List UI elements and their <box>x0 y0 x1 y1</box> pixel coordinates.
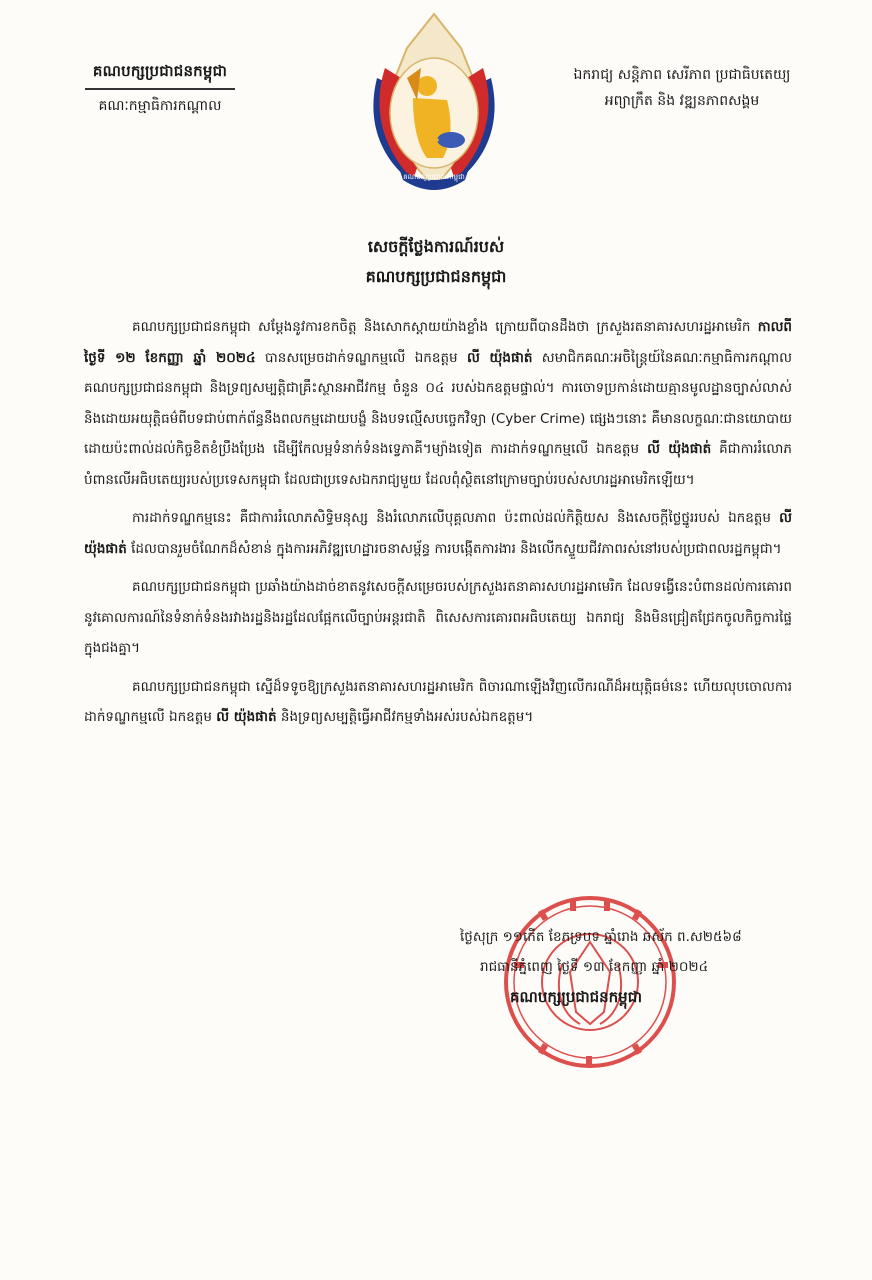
title-line2: គណបក្សប្រជាជនកម្ពុជា <box>365 267 507 286</box>
header-right <box>532 62 832 114</box>
place-and-date: រាជធានីភ្នំពេញ ថ្ងៃទី ១៣ ខែកញ្ញា ឆ្នាំ ២០២៤ <box>480 959 709 975</box>
title-line1: សេចក្តីថ្លែងការណ៍របស់ <box>367 237 505 256</box>
p1-name-1: លី យ៉ុងផាត់ <box>466 349 533 366</box>
paragraph-4 <box>84 672 792 733</box>
p1-text-g: គឺជាការរំលោភបំពានលើអធិបតេយ្យរបស់ប្រទេសកម្ពុជា ដែលជាប្រទេសឯករាជ្យមួយ ដែលពុំស្ថិតនៅក្រោមច្បាប់របស់សហរដ្ឋអាមេរិកឡើយ។ <box>84 441 792 488</box>
p4-text-c: និងទ្រព្យសម្បត្តិធ្វើអាជីវកម្មទាំងអស់របស់ឯកឧត្តម។ <box>276 709 534 725</box>
paragraph-1 <box>84 312 792 495</box>
p1-date: កាលពីថ្ងៃទី ១២ ខែកញ្ញា ឆ្នាំ ២០២៤ <box>84 319 792 366</box>
p4-text-a: គណបក្សប្រជាជនកម្ពុជា ស្នើដ៏ទទូចឱ្យក្រសួងរតនាគារសហរដ្ឋអាមេរិក ពិចារណាឡើងវិញលើករណីដ៏អយុត្តិធម៌នេះ ហើយលុបចោលការដាក់ទណ្ឌកម្មលើ ឯកឧត្តម <box>84 678 792 725</box>
statement-body <box>84 312 792 741</box>
national-motto-line1: ឯករាជ្យ សន្តិភាព សេរីភាព ប្រជាធិបតេយ្យ <box>573 67 791 83</box>
lunar-date: ថ្ងៃសុក្រ ១១កើត ខែភទ្របទ ឆ្នាំរោង ឆស័ក ព.ស២៥៦៨ <box>460 929 742 945</box>
national-motto-line2: អព្យាក្រឹត និង វឌ្ឍនភាពសង្គម <box>604 93 760 109</box>
signatory-org: គណបក្សប្រជាជនកម្ពុជា <box>510 988 642 1006</box>
p2-name: លី យ៉ុងផាត់ <box>84 510 792 557</box>
party-name-header: គណបក្សប្រជាជនកម្ពុជា <box>92 62 228 80</box>
p4-name: លី យ៉ុងផាត់ <box>216 709 277 725</box>
p2-text-c: ដែលបានរួមចំណែកដ៏សំខាន់ ក្នុងការអភិវឌ្ឍហេដ្ឋារចនាសម្ព័ន្ធ ការបង្កើតការងារ និងលើកស្ទួយជីវភាពរស់នៅរបស់ប្រជាពលរដ្ឋកម្ពុជា។ <box>126 540 782 557</box>
p1-text-e: សមាជិកគណៈអចិន្ត្រៃយ៍នៃគណៈកម្មាធិការកណ្តាលគណបក្សប្រជាជនកម្ពុជា និងទ្រព្យសម្បត្តិជាគ្រឹះស្ថានអាជីវកម្ម ចំនួន ០៤ របស់ឯកឧត្តមផ្ទាល់។ ការចោទប្រកាន់ដោយគ្មានមូលដ្ឋានច្បាស់លាស់ និងដោយអយុត្តិធម៌ពីបទជាប់ពាក់ព័ន្ធនឹងពលកម្មដោយបង្ខំ និងបទល្មើសបច្ចេកវិទ្យា (Cyber Crime) ផ្សេងៗនោះ គឺមានលក្ខណៈជានយោបាយ ដោយប៉ះពាល់ដល់កិច្ចខិតខំប្រឹងប្រែង ដើម្បីកែលម្អទំនាក់ទំនងទ្វេភាគី។ម្យ៉ាងទៀត ការដាក់ទណ្ឌកម្មលើ ឯកឧត្តម <box>84 349 793 457</box>
central-committee-label: គណៈកម្មាធិការកណ្តាល <box>98 98 222 114</box>
logo-ribbon-text: គណបក្សប្រជាជនកម្ពុជា <box>403 173 465 181</box>
p1-text-c: បានសម្រេចដាក់ទណ្ឌកម្មលើ ឯកឧត្តម <box>255 349 467 366</box>
header-divider <box>85 88 235 90</box>
header-left <box>40 62 280 117</box>
statement-title <box>0 232 872 292</box>
party-logo-icon <box>347 8 521 198</box>
p1-text-a: គណបក្សប្រជាជនកម្ពុជា សម្តែងនូវការខកចិត្ត និងសោកស្តាយយ៉ាងខ្លាំង ក្រោយពីបានដឹងថា ក្រសួងរតនាគារសហរដ្ឋអាមេរិក <box>132 319 758 335</box>
paragraph-3: គណបក្សប្រជាជនកម្ពុជា ប្រឆាំងយ៉ាងដាច់ខាតនូវសេចក្តីសម្រេចរបស់ក្រសួងរតនាគារសហរដ្ឋអាមេរិក ដែលទង្វើនេះបំពានដល់ការគោរពនូវគោលការណ៍នៃទំនាក់ទំនងរវាងរដ្ឋនិងរដ្ឋដែលផ្អែកលើច្បាប់អន្តរជាតិ ពិសេសការគោរពអធិបតេយ្យ ឯករាជ្យ និងមិនជ្រៀតជ្រែកចូលកិច្ចការផ្ទៃក្នុងជងគ្នា។ <box>84 579 792 656</box>
signature-block <box>460 922 820 1012</box>
paragraph-2 <box>84 503 792 564</box>
p2-text-a: ការដាក់ទណ្ឌកម្មនេះ គឺជាការរំលោភសិទ្ធិមនុស្ស និងរំលោភលើបុគ្គលភាព ប៉ះពាល់ដល់កិត្តិយស និងសេចក្តីថ្លៃថ្នូររបស់ ឯកឧត្តម <box>132 510 780 526</box>
p1-name-2: លី យ៉ុងផាត់ <box>647 441 712 457</box>
